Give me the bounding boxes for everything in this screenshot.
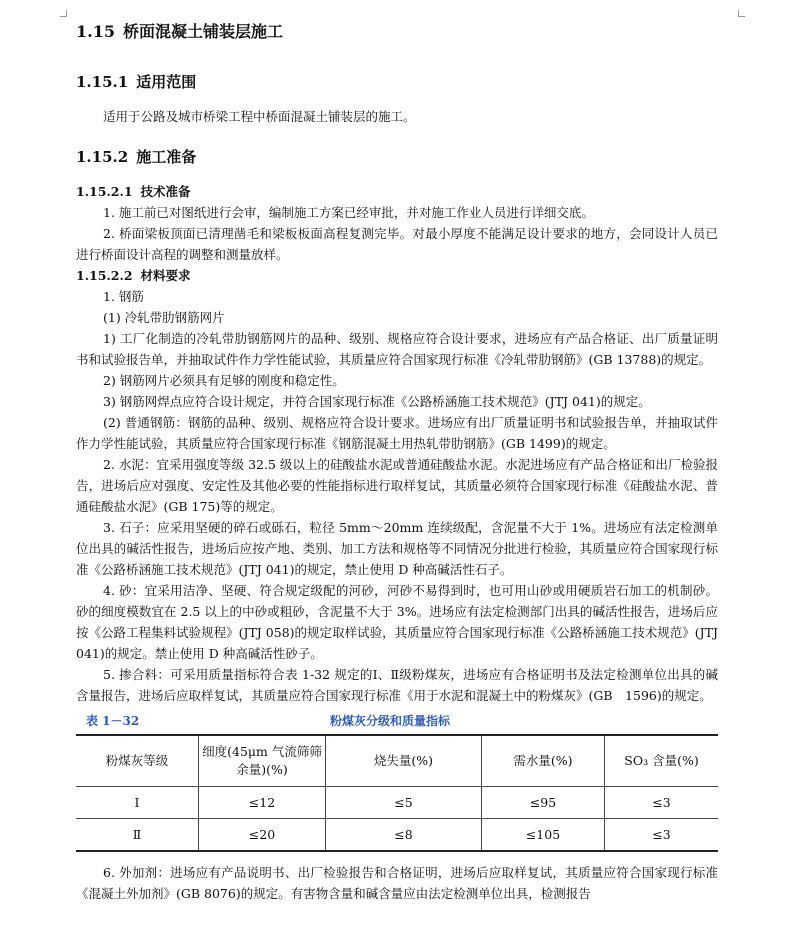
paragraph: 5. 掺合料：可采用质量指标符合表 1-32 规定的Ⅰ、Ⅱ级粉煤灰，进场应有合格证明书及法定检测单位出具的碱含量报告，进场后应取样复试，其质量应符合国家现行标准《用于水泥和混凝土中的粉煤灰》(GB 1596)的规定。 <box>76 667 718 703</box>
paragraph: 1. 钢筋 <box>103 289 144 304</box>
table-row <box>76 819 718 852</box>
section-heading-1-15-1: 1.15.1 适用范围 <box>76 73 197 91</box>
table-cell: ≤95 <box>482 787 605 819</box>
table-cell: Ⅱ <box>76 819 199 852</box>
table-header-row <box>76 735 718 787</box>
subsection-heading-technical-prep: 1.15.2.1 技术准备 <box>76 184 191 199</box>
paragraph: 3. 石子：应采用坚硬的碎石或砾石，粒径 5mm～20mm 连续级配，含泥量不大于 1%。进场应有法定检测单位出具的碱活性报告，进场后应按产地、类别、加工方法和规格等不同情况分批进行检验，其质量应符合国家现行标准《公路桥涵施工技术规范》(JTJ 041)的规定，禁止使用 D 种高碱活性石子。 <box>76 520 718 577</box>
paragraph: 6. 外加剂：进场应有产品说明书、出厂检验报告和合格证明，进场后应取样复试，其质量应符合国家现行标准《混凝土外加剂》(GB 8076)的规定。有害物含量和碱含量应由法定检测单位出具，检测报告 <box>76 865 718 901</box>
table-number: 表 1－32 <box>86 714 140 728</box>
paragraph: 4. 砂：宜采用洁净、坚硬、符合规定级配的河砂，河砂不易得到时，也可用山砂或用硬质岩石加工的机制砂。砂的细度模数宜在 2.5 以上的中砂或粗砂，含泥量不大于 3%。进场应有法定检测部门出具的碱活性报告，进场后应按《公路工程集料试验规程》(JTJ 058)的规定取样试验，其质量应符合国家现行标准《公路桥涵施工技术规范》(JTJ 041)的规定。禁止使用 D 种高碱活性砂子。 <box>76 583 718 661</box>
table-header-cell: 细度(45μm 气流筛筛余量)(%) <box>199 735 326 787</box>
table-title: 粉煤灰分级和质量指标 <box>330 714 451 728</box>
scope-paragraph: 适用于公路及城市桥梁工程中桥面混凝土铺装层的施工。 <box>103 109 416 124</box>
paragraph: 1. 施工前已对图纸进行会审，编制施工方案已经审批，并对施工作业人员进行详细交底。 <box>103 205 594 220</box>
paragraph: 2. 水泥：宜采用强度等级 32.5 级以上的硅酸盐水泥或普通硅酸盐水泥。水泥进场应有产品合格证和出厂检验报告，进场后应对强度、安定性及其他必要的性能指标进行取样复试，其质量必须符合国家现行标准《硅酸盐水泥、普通硅酸盐水泥》(GB 175)等的规定。 <box>76 457 718 514</box>
paragraph: 2) 钢筋网片必须具有足够的刚度和稳定性。 <box>103 373 345 388</box>
section-heading-1-15: 1.15 桥面混凝土铺装层施工 <box>76 22 283 41</box>
table-cell: ≤105 <box>482 819 605 852</box>
paragraph: 1) 工厂化制造的冷轧带肋钢筋网片的品种、级别、规格应符合设计要求，进场应有产品合格证、出厂质量证明书和试验报告单，并抽取试件作力学性能试验，其质量应符合国家现行标准《冷轧带肋钢筋》(GB 13788)的规定。 <box>76 331 718 367</box>
table-cell: ≤20 <box>199 819 326 852</box>
table-header-cell: 粉煤灰等级 <box>76 735 199 787</box>
paragraph: 3) 钢筋网焊点应符合设计规定，并符合国家现行标准《公路桥涵施工技术规范》(JTJ 041)的规定。 <box>103 394 651 409</box>
crop-mark-left <box>60 10 67 17</box>
table-cell: ≤3 <box>652 827 671 842</box>
table-cell: ≤5 <box>326 787 482 819</box>
table-header-cell: SO₃ 含量(%) <box>605 735 719 787</box>
section-heading-1-15-2: 1.15.2 施工准备 <box>76 148 197 166</box>
paragraph: (1) 冷轧带肋钢筋网片 <box>103 310 225 325</box>
fly-ash-grade-table <box>76 734 718 852</box>
table-cell: ≤12 <box>199 787 326 819</box>
table-row <box>76 787 718 819</box>
table-header-cell: 烧失量(%) <box>326 735 482 787</box>
document-page <box>76 16 718 904</box>
crop-mark-right <box>738 10 745 17</box>
table-header-cell: 需水量(%) <box>482 735 605 787</box>
subsection-heading-material-reqs: 1.15.2.2 材料要求 <box>76 268 191 283</box>
table-caption <box>76 710 718 732</box>
table-cell: ≤8 <box>326 819 482 852</box>
paragraph: 2. 桥面梁板顶面已清理凿毛和梁板板面高程复测完毕。对最小厚度不能满足设计要求的地方，会同设计人员已进行桥面设计高程的调整和测量放样。 <box>76 226 718 262</box>
paragraph: (2) 普通钢筋：钢筋的品种、级别、规格应符合设计要求。进场应有出厂质量证明书和试验报告单，并抽取试件作力学性能试验，其质量应符合国家现行标准《钢筋混凝土用热轧带肋钢筋》(GB 1499)的规定。 <box>76 415 718 451</box>
table-cell: Ⅰ <box>76 787 199 819</box>
table-cell: ≤3 <box>605 787 719 819</box>
